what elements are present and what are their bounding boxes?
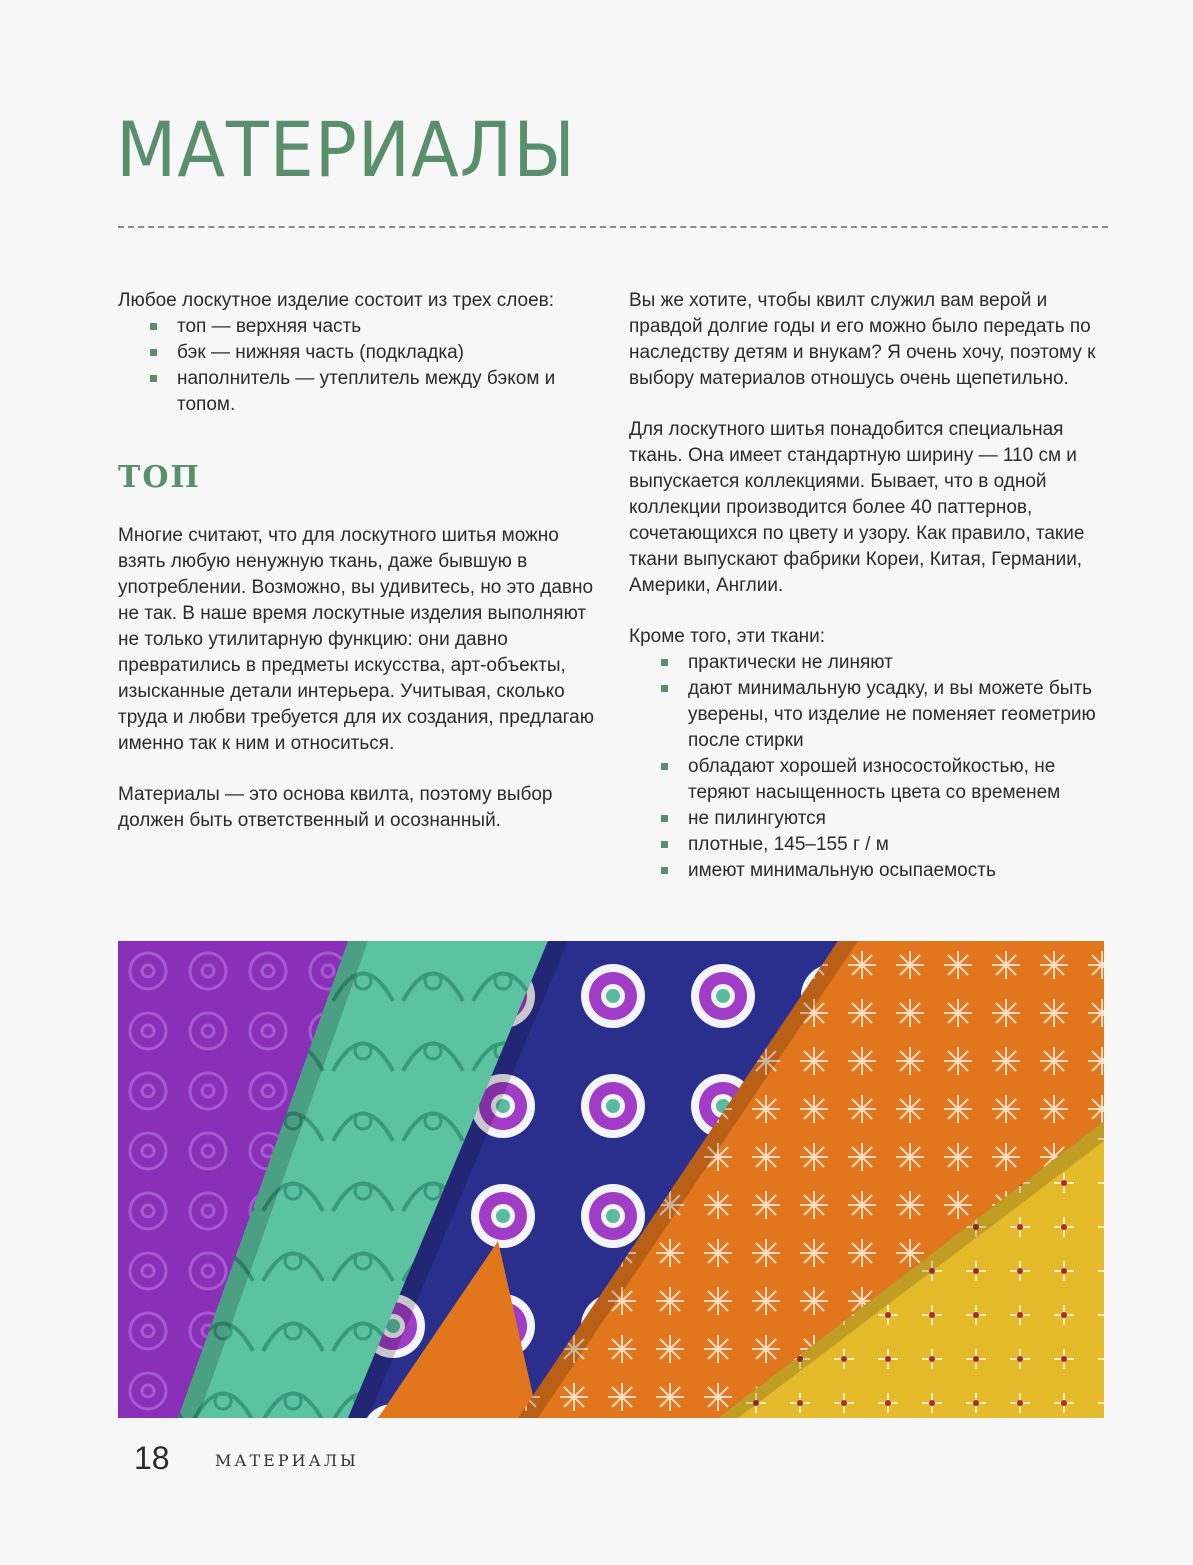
right-column [629,288,1111,884]
paragraph: Материалы — это основа квилта, поэтому выбор должен быть ответственный и осознанный. [118,784,553,831]
fabric-photo [118,941,1104,1418]
paragraph: Многие считают, что для лоскутного шитья можно взять любую ненужную ткань, даже бывшую в употреблении. Возможно, вы удивитесь, но это давно не так. В наше время лоскутные изделия выполняют не только утилитарную функцию: они давно превратились в предметы искусства, арт-объекты, изысканные детали интерьера. Учитывая, сколько труда и любви требуется для их создания, предлагаю именно так к ним и относиться. [118,525,594,754]
dashed-divider [118,226,1108,228]
properties-list [629,650,1111,884]
section-heading-top: ТОП [118,460,201,495]
list-item: плотные, 145–155 г / м [688,832,1111,858]
list-item: не пилингуются [688,806,1111,832]
list-item: наполнитель — утеплитель между бэком и топом. [177,366,604,418]
list-item: имеют минимальную осыпаемость [688,858,1111,884]
list-item: бэк — нижняя часть (подкладка) [177,340,604,366]
list-item: топ — верхняя часть [177,314,604,340]
page-number: 18 [134,1440,170,1476]
list-item: дают минимальную усадку, и вы можете быть уверены, что изделие не поменяет геометрию после стирки [688,676,1111,754]
running-title: МАТЕРИАЛЫ [215,1451,359,1470]
page-title: МАТЕРИАЛЫ [116,105,576,194]
layers-list [118,314,604,418]
list-item: практически не линяют [688,650,1111,676]
properties-intro: Кроме того, эти ткани: [629,626,826,647]
layers-intro: Любое лоскутное изделие состоит из трех слоев: [118,290,555,311]
paragraph: Для лоскутного шитья понадобится специальная ткань. Она имеет стандартную ширину — 110 см и выпускается коллекциями. Бывает, что в одной коллекции производится более 40 паттернов, сочетающихся по цвету и узору. Как правило, такие ткани выпускают фабрики Кореи, Китая, Германии, Америки, Англии. [629,419,1085,596]
left-column [118,288,604,859]
paragraph: Вы же хотите, чтобы квилт служил вам верой и правдой долгие годы и его можно было передать по наследству детям и внукам? Я очень хочу, поэтому к выбору материалов отношусь очень щепетильно. [629,290,1096,389]
list-item: обладают хорошей износостойкостью, не теряют насыщенность цвета со временем [688,754,1111,806]
